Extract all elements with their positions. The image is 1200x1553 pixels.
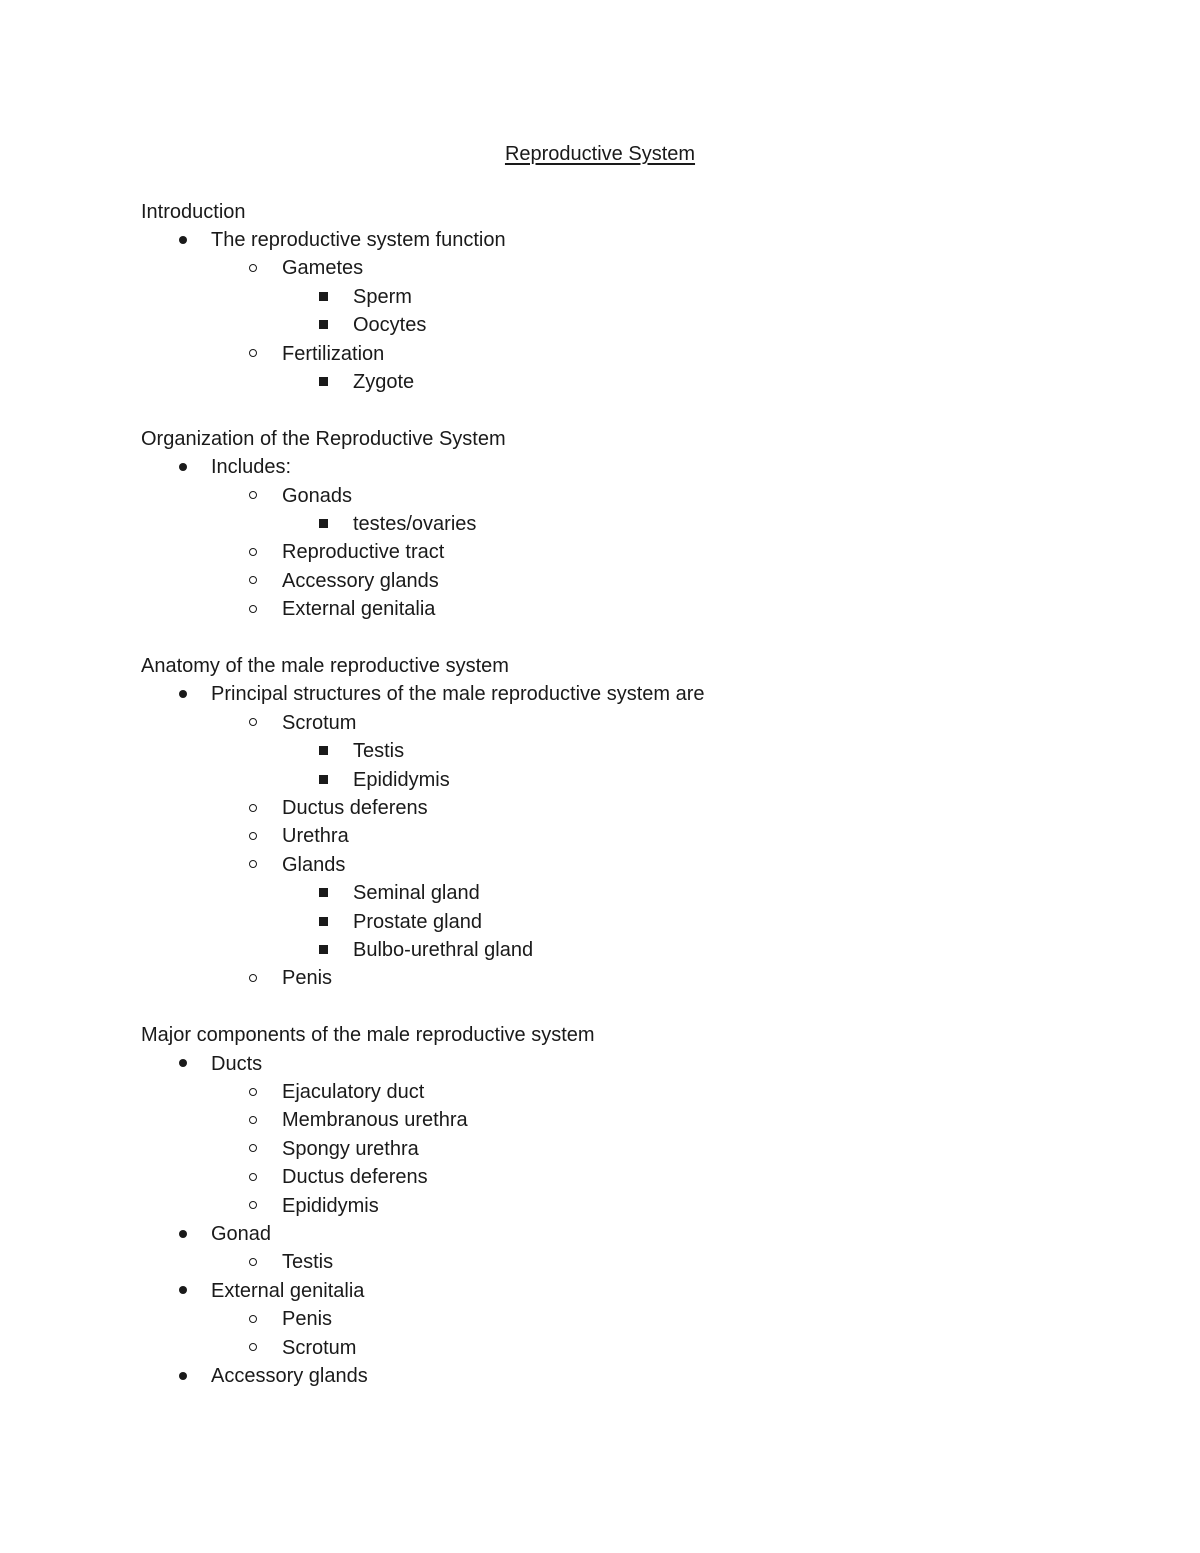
filled-circle-bullet-icon xyxy=(179,226,187,254)
hollow-circle-bullet-icon xyxy=(249,1305,257,1333)
hollow-circle-bullet-icon xyxy=(249,794,257,822)
list-item: Testis xyxy=(282,1251,334,1274)
list-item: Scrotum xyxy=(282,711,357,734)
list-item: Fertilization xyxy=(282,342,385,365)
filled-circle-bullet-icon xyxy=(179,453,187,481)
hollow-circle-bullet-icon xyxy=(249,1106,257,1134)
list-item: Gonad xyxy=(211,1222,272,1245)
filled-circle-bullet-icon xyxy=(179,1220,187,1248)
section-heading: Major components of the male reproductive system xyxy=(141,1024,595,1047)
list-item: Penis xyxy=(282,1308,333,1331)
list-item: Prostate gland xyxy=(353,910,482,933)
list-item: Oocytes xyxy=(353,314,427,337)
hollow-circle-bullet-icon xyxy=(249,340,257,368)
list-item: Testis xyxy=(353,740,405,763)
list-item: Membranous urethra xyxy=(282,1109,468,1132)
hollow-circle-bullet-icon xyxy=(249,1248,257,1276)
filled-circle-bullet-icon xyxy=(179,1050,187,1078)
hollow-circle-bullet-icon xyxy=(249,254,257,282)
list-item: Sperm xyxy=(353,285,412,308)
list-item: Zygote xyxy=(353,370,415,393)
hollow-circle-bullet-icon xyxy=(249,538,257,566)
square-bullet-icon xyxy=(319,283,328,311)
list-item: Scrotum xyxy=(282,1336,357,1359)
section-heading: Introduction xyxy=(141,200,246,223)
hollow-circle-bullet-icon xyxy=(249,1334,257,1362)
square-bullet-icon xyxy=(319,879,328,907)
filled-circle-bullet-icon xyxy=(179,1362,187,1390)
hollow-circle-bullet-icon xyxy=(249,822,257,850)
list-item: Ductus deferens xyxy=(282,1166,428,1189)
square-bullet-icon xyxy=(319,311,328,339)
square-bullet-icon xyxy=(319,936,328,964)
square-bullet-icon xyxy=(319,766,328,794)
list-item: Accessory glands xyxy=(211,1364,368,1387)
square-bullet-icon xyxy=(319,368,328,396)
hollow-circle-bullet-icon xyxy=(249,595,257,623)
list-item: Seminal gland xyxy=(353,882,480,905)
hollow-circle-bullet-icon xyxy=(249,1078,257,1106)
list-item: Bulbo-urethral gland xyxy=(353,938,534,961)
page-title: Reproductive System xyxy=(504,143,696,165)
hollow-circle-bullet-icon xyxy=(249,482,257,510)
hollow-circle-bullet-icon xyxy=(249,851,257,879)
list-item: External genitalia xyxy=(211,1279,365,1302)
square-bullet-icon xyxy=(319,737,328,765)
list-item: Reproductive tract xyxy=(282,541,445,564)
list-item: The reproductive system function xyxy=(211,228,506,251)
square-bullet-icon xyxy=(319,510,328,538)
list-item: Glands xyxy=(282,853,346,876)
hollow-circle-bullet-icon xyxy=(249,567,257,595)
list-item: Spongy urethra xyxy=(282,1137,419,1160)
list-item: Principal structures of the male reproductive system are xyxy=(211,683,705,706)
hollow-circle-bullet-icon xyxy=(249,1192,257,1220)
list-item: Gametes xyxy=(282,257,364,280)
list-item: Epididymis xyxy=(282,1194,379,1217)
section-heading: Organization of the Reproductive System xyxy=(141,427,506,450)
list-item: Gonads xyxy=(282,484,353,507)
list-item: Ejaculatory duct xyxy=(282,1080,425,1103)
list-item: Accessory glands xyxy=(282,569,439,592)
hollow-circle-bullet-icon xyxy=(249,964,257,992)
list-item: Urethra xyxy=(282,825,349,848)
list-item: Includes: xyxy=(211,456,292,479)
list-item: External genitalia xyxy=(282,598,436,621)
hollow-circle-bullet-icon xyxy=(249,1163,257,1191)
square-bullet-icon xyxy=(319,908,328,936)
hollow-circle-bullet-icon xyxy=(249,709,257,737)
list-item: Ductus deferens xyxy=(282,796,428,819)
list-item: testes/ovaries xyxy=(353,512,477,535)
hollow-circle-bullet-icon xyxy=(249,1135,257,1163)
section-heading: Anatomy of the male reproductive system xyxy=(141,654,509,677)
list-item: Ducts xyxy=(211,1052,263,1075)
filled-circle-bullet-icon xyxy=(179,1277,187,1305)
list-item: Penis xyxy=(282,967,333,990)
list-item: Epididymis xyxy=(353,768,450,791)
filled-circle-bullet-icon xyxy=(179,680,187,708)
